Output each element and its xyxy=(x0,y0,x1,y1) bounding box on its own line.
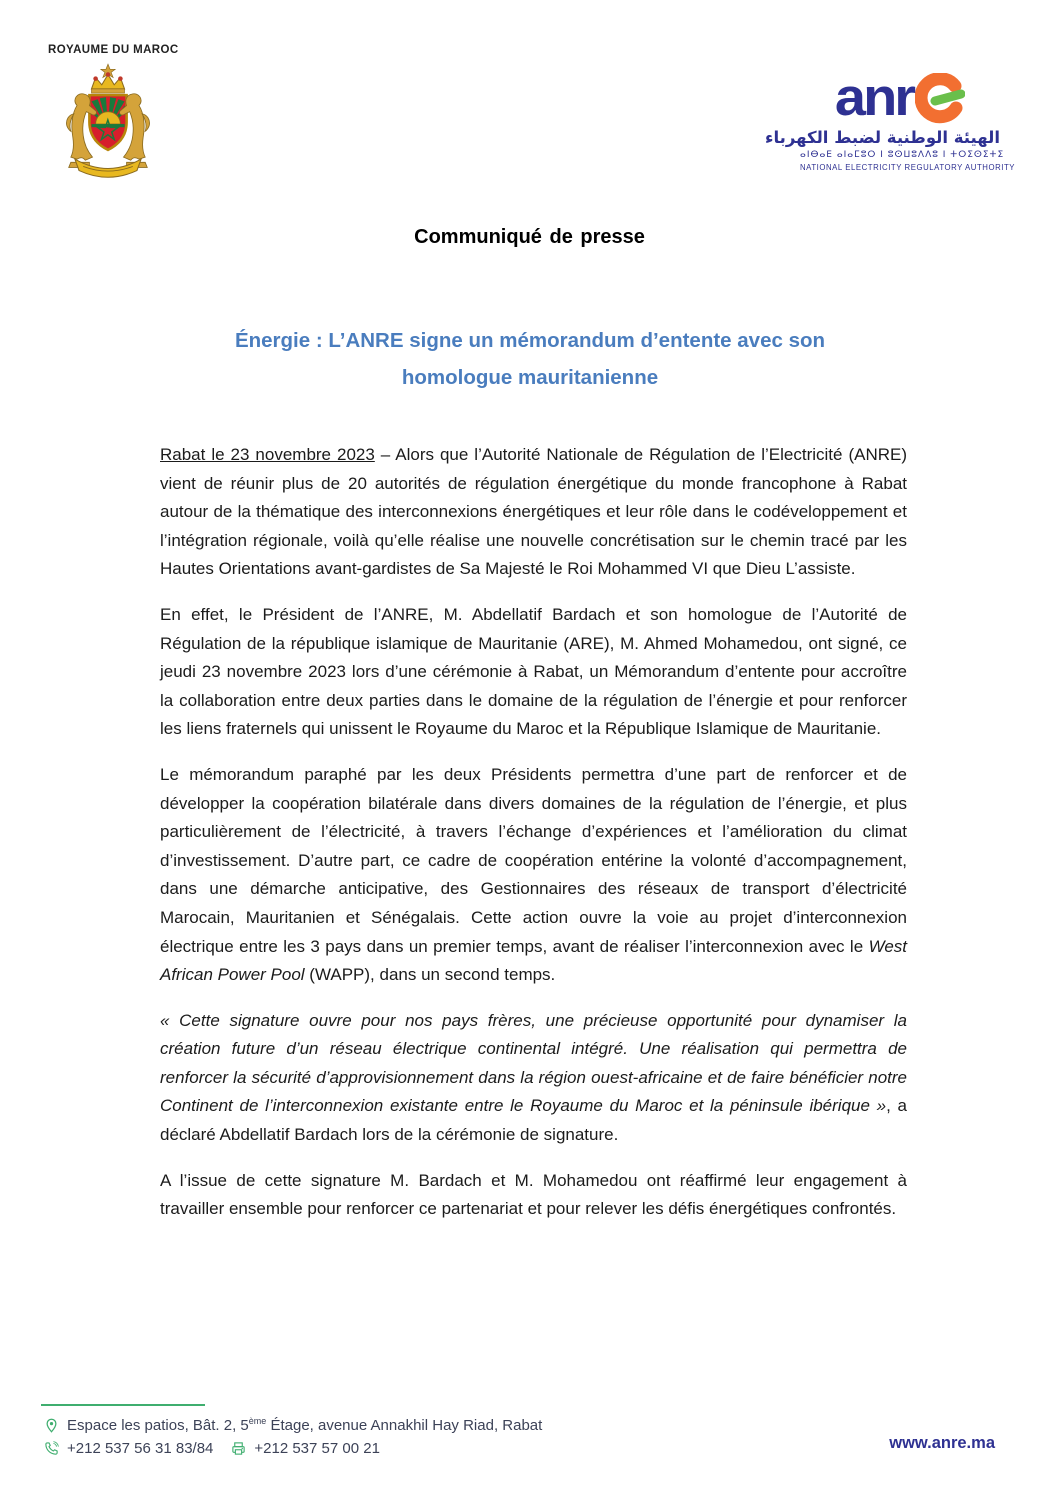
website-url: www.anre.ma xyxy=(889,1434,995,1452)
footer-phone: +212 537 56 31 83/84 xyxy=(67,1440,214,1457)
paragraph-1-text: – Alors que l’Autorité Nationale de Régulation de l’Electricité (ANRE) vient de réunir plus de 20 autorités de régulation énergétique du monde francophone à Rabat autour de la thématique des interconnexions énergétiques et leur rôle dans le codéveloppement et l’intégration régionale, voilà qu’elle réalise une nouvelle concrétisation sur le chemin tracé par les Hautes Orientations avant-gardistes de Sa Majesté le Roi Mohammed VI que Dieu L’assiste. xyxy=(160,445,907,579)
dateline: Rabat le 23 novembre 2023 xyxy=(160,445,375,464)
quote-italic: « Cette signature ouvre pour nos pays frères, une précieuse opportunité pour dynamiser la création future d’un réseau électrique continental intégré. Une réalisation qui permettra de renforcer la sécurité d’approvisionnement dans la région ouest-africaine et de faire bénéficier notre Continent de l’interconnexion existante entre le Royaume du Maroc et la péninsule ibérique » xyxy=(160,1010,907,1116)
footer-address-line xyxy=(44,1416,542,1434)
title-line-2: homologue mauritanienne xyxy=(401,366,659,389)
anre-wordmark-text: anr xyxy=(834,66,914,127)
paragraph-4-quote xyxy=(160,1007,907,1150)
anre-english-name: NATIONAL ELECTRICITY REGULATORY AUTHORITY xyxy=(800,163,1016,172)
paragraph-3-text: Le mémorandum paraphé par les deux Présidents permettra d’une part de renforcer et de développer la coopération bilatérale dans divers domaines de la régulation de l’énergie, et plus particulièrement de l’électricité, à travers l’échange d’expériences et l’amélioration du climat d’investissement. D’autre part, ce cadre de coopération entérine la volonté d’accompagnement, dans une démarche anticipative, des Gestionnaires des réseaux de transport d’électricité Marocain, Mauritanien et Sénégalais. Cette action ouvre la voie au projet d’interconnexion électrique entre les 3 pays dans un premier temps, avant de réaliser l’interconnexion avec le xyxy=(160,764,907,956)
paragraph-1 xyxy=(160,441,907,584)
footer-phone-line xyxy=(44,1440,390,1457)
body-text xyxy=(160,441,907,1241)
anre-arabic-name: الهيئة الوطنية لضبط الكهرباء xyxy=(765,128,1000,147)
address-rest: Étage, avenue Annakhil Hay Riad, Rabat xyxy=(266,1417,543,1434)
anre-tifinagh-name: ⴰⵏⴱⴰⴹ ⴰⵏⴰⵎⵓⵔ ⵏ ⵓⵙⵡⵓⴷⴷⵓ ⵏ ⵜⵔⵉⵙⵉⵜⵉ xyxy=(800,150,1005,160)
paragraph-5: A l’issue de cette signature M. Bardach et M. Mohamedou ont réaffirmé leur engagement à travailler ensemble pour renforcer ce partenariat et pour relever les défis énergétiques confrontés. xyxy=(160,1170,907,1219)
document-type-title: Communiqué de presse xyxy=(414,226,645,248)
address-sup: ème xyxy=(248,1416,267,1426)
paragraph-3 xyxy=(160,761,907,990)
paragraph-2: En effet, le Président de l’ANRE, M. Abdellatif Bardach et son homologue de l’Autorité de Régulation de la république islamique de Mauritanie (ARE), M. Ahmed Mohamedou, ont signé, ce jeudi 23 novembre 2023 lors d’une cérémonie à Rabat, un Mémorandum d’entente pour accroître la collaboration entre deux parties dans le domaine de la régulation de l’énergie et pour renforcer les liens fraternels qui unissent le Royaume du Maroc et la République Islamique de Mauritanie. xyxy=(160,604,907,739)
footer-divider xyxy=(41,1404,205,1406)
wapp-italic: West African Power Pool xyxy=(160,936,907,985)
anre-e-icon xyxy=(915,73,965,127)
paragraph-3-end: (WAPP), dans un second temps. xyxy=(304,965,556,985)
kingdom-label: ROYAUME DU MAROC xyxy=(48,44,179,56)
press-release-title xyxy=(180,322,880,396)
footer-fax: +212 537 57 00 21 xyxy=(254,1440,380,1457)
address-prefix: Espace les patios, Bât. 2, 5 xyxy=(67,1417,249,1434)
footer-address xyxy=(67,1416,542,1434)
morocco-coat-of-arms-icon xyxy=(46,60,170,184)
anre-wordmark xyxy=(800,68,1000,126)
anre-logo xyxy=(765,66,1016,172)
phone-icon xyxy=(44,1441,59,1456)
quote-attribution: , a déclaré Abdellatif Bardach lors de la cérémonie de signature. xyxy=(160,1096,907,1145)
fax-icon xyxy=(231,1441,246,1456)
title-line-1: Énergie : L’ANRE signe un mémorandum d’entente avec son xyxy=(234,329,826,352)
location-pin-icon xyxy=(44,1418,59,1433)
